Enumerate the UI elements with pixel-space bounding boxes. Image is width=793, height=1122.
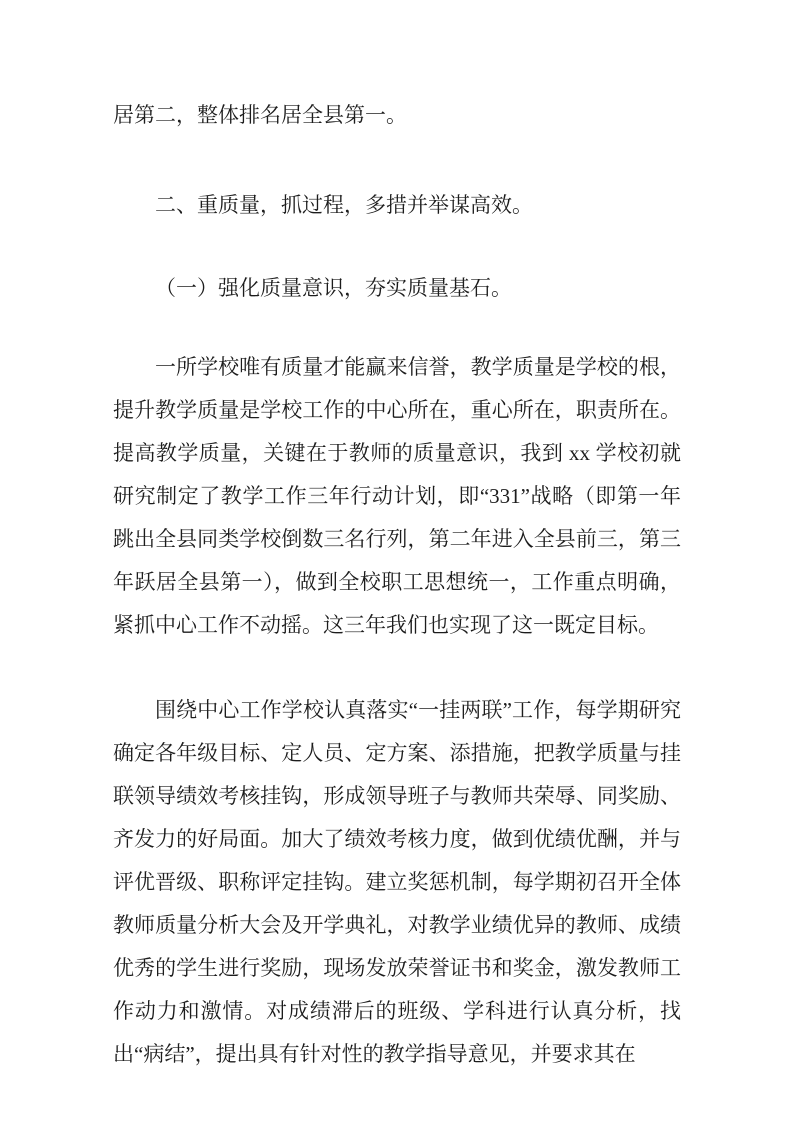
body-paragraph-1: 一所学校唯有质量才能赢来信誉，教学质量是学校的根，提升教学质量是学校工作的中心所在，重心所在，职责所在。提高教学质量，关键在于教师的质量意识，我到 xx 学校初就研究制定了教学工作三年行动计划，即“331”战略（即第一年跳出全县同类学校倒数三名行列，第二年进入全县前三，第三年跃居全县第一），做到全校职工思想统一，工作重点明确，紧抓中心工作不动摇。这三年我们也实现了这一既定目标。 <box>113 355 681 637</box>
body-paragraph-2: 围绕中心工作学校认真落实“一挂两联”工作，每学期研究确定各年级目标、定人员、定方案、添措施，把教学质量与挂联领导绩效考核挂钩，形成领导班子与教师共荣辱、同奖励、齐发力的好局面。加大了绩效考核力度，做到优绩优酬，并与评优晋级、职称评定挂钩。建立奖惩机制，每学期初召开全体教师质量分析大会及开学典礼，对教学业绩优异的教师、成绩优秀的学生进行奖励，现场发放荣誉证书和奖金，激发教师工作动力和激情。对成绩滞后的班级、学科进行认真分析，找出“病结”，提出具有针对性的教学指导意见，并要求其在 <box>113 698 681 1066</box>
subsection-heading: （一）强化质量意识，夯实质量基石。 <box>155 276 512 300</box>
continuation-line: 居第二，整体排名居全县第一。 <box>113 103 407 127</box>
section-heading: 二、重质量，抓过程，多措并举谋高效。 <box>155 193 533 217</box>
document-text-body <box>113 94 681 1118</box>
